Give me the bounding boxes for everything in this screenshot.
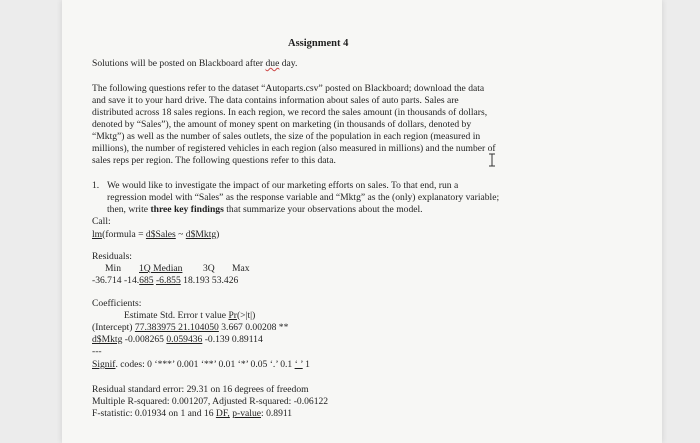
res-val-d: 18.193 53.426 — [180, 275, 239, 286]
residuals-values — [92, 275, 238, 287]
r-squared: Multiple R-squared: 0.001207, Adjusted R-squared: -0.06122 — [92, 396, 329, 407]
para-line: denoted by “Sales”), the amount of money spent on marketing (in thousands of dollars, denoted by — [92, 119, 472, 130]
intro-suffix: day. — [279, 58, 298, 69]
coef-header-a: Estimate Std. Error t value — [124, 310, 229, 321]
coef-mk-u: 0.059436 — [166, 334, 203, 345]
coef-int-b: 3.667 0.00208 ** — [218, 322, 289, 333]
call-mktg: d$Mktg — [185, 229, 217, 240]
f-statistic — [92, 408, 292, 420]
coef-mk-b: -0.139 0.89114 — [202, 334, 263, 345]
call-mid: (formula = — [102, 229, 146, 240]
q1-line3-prefix: then, write — [107, 204, 151, 215]
res-val-u: 685 — [139, 275, 154, 286]
assignment-title: Assignment 4 — [288, 38, 349, 49]
para-line: sales reps per region. The following questions refer to this data. — [92, 155, 336, 166]
call-sales: d$Sales — [145, 229, 176, 240]
res-3q: 3Q — [203, 263, 215, 274]
coef-header-pr: Pr — [228, 310, 237, 321]
question-1-number: 1. — [92, 180, 100, 191]
q1-line — [107, 204, 499, 216]
para-line: and save it to your hard drive. The data contains information about sales of auto parts. Sales are — [92, 95, 459, 106]
res-max: Max — [232, 263, 250, 274]
coef-mk-a: -0.008265 — [122, 334, 167, 345]
signif-word: Signif — [92, 359, 116, 370]
text-cursor-icon — [487, 153, 497, 167]
dataset-paragraph — [92, 83, 496, 167]
call-label: Call: — [92, 216, 111, 227]
residual-std-error: Residual standard error: 29.31 on 16 degrees of freedom — [92, 384, 309, 395]
coefficients-label: Coefficients: — [92, 298, 142, 309]
coef-int-u: 77.383975 21.104050 — [134, 322, 219, 333]
call-tilde: ~ — [175, 229, 186, 240]
fstat-p: p-value — [232, 408, 262, 419]
intro-line — [92, 58, 297, 70]
q1-key-findings: three key findings — [150, 204, 224, 215]
res-q1-median: 1Q Median — [139, 263, 183, 274]
q1-line3-suffix: that summarize your observations about the model. — [223, 204, 423, 215]
res-min: Min — [105, 263, 121, 274]
coef-int-a: (Intercept) — [92, 322, 135, 333]
para-line: distributed across 18 sales regions. In each region, we record the sales amount (in thousands of dollars, — [92, 107, 488, 118]
coef-header-b: (>|t|) — [236, 310, 256, 321]
signif-one: 1 — [302, 359, 310, 370]
call-formula — [92, 229, 219, 241]
question-1-text — [107, 180, 499, 216]
res-val-a: -36.714 -14. — [92, 275, 140, 286]
q1-line: We would like to investigate the impact of our marketing efforts on sales. To that end, run a — [107, 180, 459, 191]
q1-line: regression model with “Sales” as the response variable and “Mktg” as the (only) explanatory variable; — [107, 192, 500, 203]
coef-mktg-row — [92, 334, 263, 346]
coef-intercept-row — [92, 322, 288, 334]
document-page — [62, 0, 662, 443]
call-end: ) — [216, 229, 220, 240]
residuals-label: Residuals: — [92, 251, 132, 262]
para-line: The following questions refer to the dataset “Autoparts.csv” posted on Blackboard; download the data — [92, 83, 485, 94]
signif-end: ‘ ’ — [294, 359, 303, 370]
signif-rest: . codes: 0 ‘***’ 0.001 ‘**’ 0.01 ‘*’ 0.05 ‘.’ 0.1 — [115, 359, 295, 370]
res-val-c: -6.855 — [155, 275, 181, 286]
separator-dashes: --- — [92, 346, 102, 357]
para-line: “Mktg”) as well as the number of sales outlets, the size of the population in each region (measured in — [92, 131, 481, 142]
coef-mk-name: d$Mktg — [92, 334, 123, 345]
signif-codes — [92, 359, 310, 371]
fstat-c: : 0.8911 — [261, 408, 293, 419]
call-fn: lm — [92, 229, 103, 240]
fstat-df: DF, — [215, 408, 230, 419]
intro-prefix: Solutions will be posted on Blackboard after — [92, 58, 266, 69]
intro-due: due — [265, 58, 280, 69]
coef-header — [124, 310, 255, 322]
para-line: millions), the number of registered vehicles in each region (also measured in millions) and the number of — [92, 143, 496, 154]
fstat-a: F-statistic: 0.01934 on 1 and 16 — [92, 408, 216, 419]
